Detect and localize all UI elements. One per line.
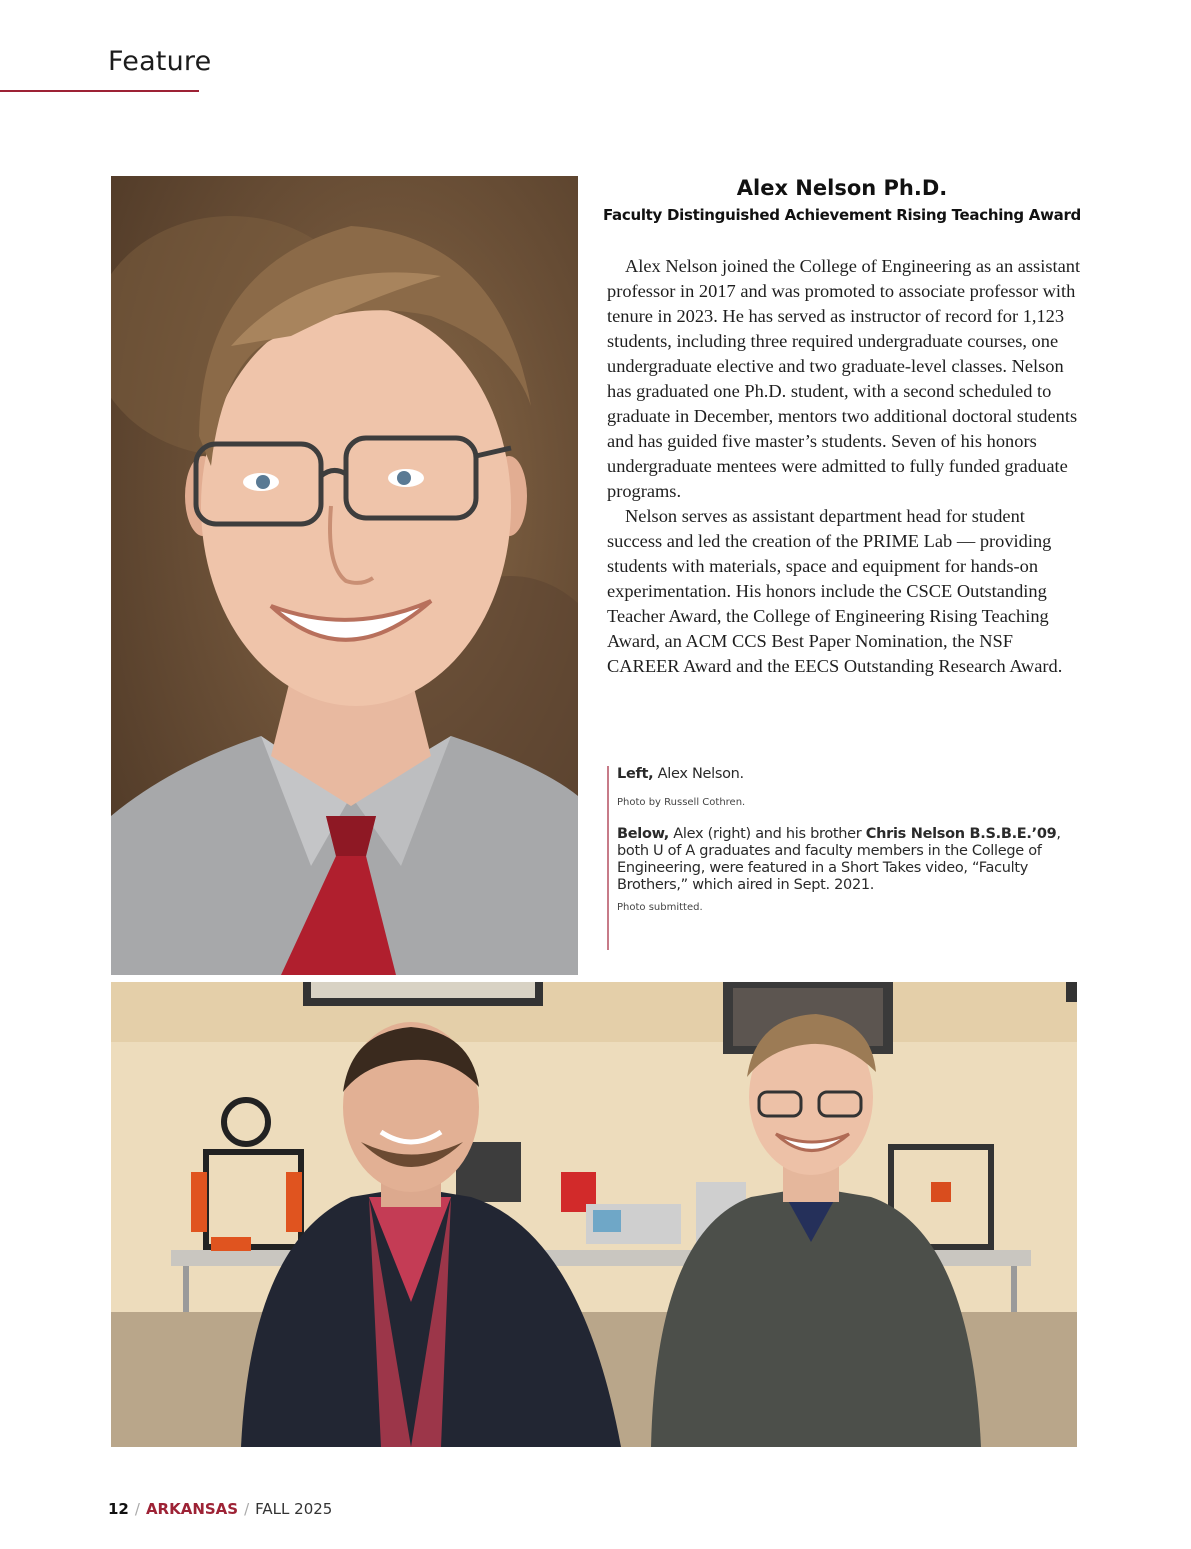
caption-below-text: Alex (right) and his brother (669, 826, 866, 842)
photo-caption (607, 766, 1087, 950)
caption-below-credit: Photo submitted. (617, 902, 703, 913)
caption-below-label: Below, (617, 826, 669, 842)
issue-label: FALL 2025 (255, 1500, 333, 1518)
article-award: Faculty Distinguished Achievement Rising Teaching Award (602, 206, 1081, 224)
caption-left-label: Left, (617, 766, 654, 782)
caption-below-text-rest: , both U of A graduates and faculty members in the College of Engineering, were featured in a Short Takes video, “Faculty Brothers,” which aired in Sept. 2021. (617, 826, 1061, 893)
publication-name: ARKANSAS (145, 1500, 239, 1518)
footer-separator: / (134, 1500, 140, 1518)
article-paragraph: Nelson serves as assistant department head for student success and led the creation of the PRIME Lab — providing students with materials, space and equipment for hands-on experimentation. His honors include the CSCE Outstanding Teacher Award, the College of Engineering Rising Teaching Award, an ACM CCS Best Paper Nomination, the NSF CAREER Award and the EECS Outstanding Research Award. (607, 506, 1063, 676)
caption-below-name: Chris Nelson B.S.B.E.’09 (865, 826, 1057, 842)
caption-left-credit: Photo by Russell Cothren. (617, 797, 746, 808)
article-name: Alex Nelson Ph.D. (736, 176, 948, 200)
page-footer (108, 1500, 332, 1518)
footer-separator: / (244, 1500, 250, 1518)
portrait-photo (111, 176, 578, 975)
section-label: Feature (108, 46, 212, 77)
caption-left-text: Alex Nelson. (653, 766, 744, 782)
article-paragraph: Alex Nelson joined the College of Engineering as an assistant professor in 2017 and was promoted to associate professor with tenure in 2023. He has served as instructor of record for 1,123 students, including three required undergraduate courses, one undergraduate elective and two graduate-level classes. Nelson has graduated one Ph.D. student, with a second scheduled to graduate in December, mentors two additional doctoral students and has guided five master’s students. Seven of his honors undergraduate mentees were admitted to fully funded graduate programs. (607, 256, 1081, 501)
caption-left (617, 766, 1087, 783)
caption-below (617, 826, 1087, 894)
group-photo (111, 982, 1077, 1447)
article-body (607, 254, 1082, 679)
page-number: 12 (108, 1500, 129, 1518)
section-rule (0, 90, 199, 92)
